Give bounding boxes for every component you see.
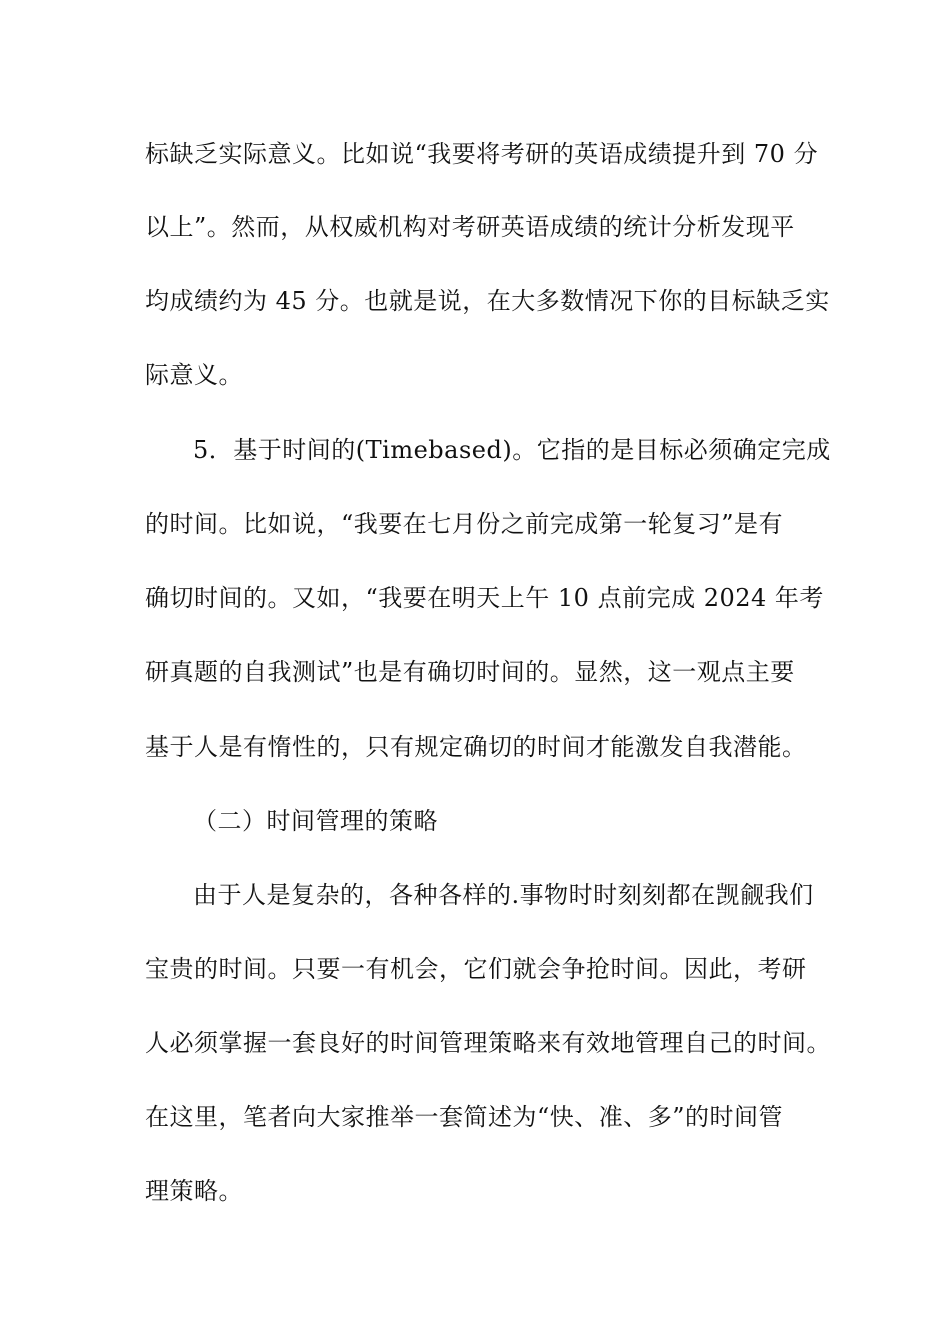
text-line: 人必须掌握一套良好的时间管理策略来有效地管理自己的时间。 bbox=[145, 1029, 831, 1057]
text-line: 5．基于时间的(Timebased)。它指的是目标必须确定完成 bbox=[193, 436, 831, 464]
text-line: 以上”。然而，从权威机构对考研英语成绩的统计分析发现平 bbox=[145, 213, 795, 241]
text-line: 均成绩约为 45 分。也就是说，在大多数情况下你的目标缺乏实 bbox=[145, 287, 830, 315]
section-heading: （二）时间管理的策略 bbox=[193, 807, 438, 835]
text-line: 基于人是有惰性的，只有规定确切的时间才能激发自我潜能。 bbox=[145, 733, 807, 761]
text-line: 标缺乏实际意义。比如说“我要将考研的英语成绩提升到 70 分 bbox=[145, 140, 819, 168]
text-line: 宝贵的时间。只要一有机会，它们就会争抢时间。因此，考研 bbox=[145, 955, 807, 983]
text-line: 理策略。 bbox=[145, 1177, 243, 1205]
text-line: 由于人是复杂的，各种各样的.事物时时刻刻都在觊觎我们 bbox=[193, 881, 814, 909]
text-line: 的时间。比如说，“我要在七月份之前完成第一轮复习”是有 bbox=[145, 510, 784, 538]
text-line: 研真题的自我测试”也是有确切时间的。显然，这一观点主要 bbox=[145, 658, 795, 686]
text-line: 在这里，笔者向大家推举一套简述为“快、准、多”的时间管 bbox=[145, 1103, 784, 1131]
text-line: 确切时间的。又如，“我要在明天上午 10 点前完成 2024 年考 bbox=[145, 584, 824, 612]
text-line: 际意义。 bbox=[145, 361, 243, 389]
